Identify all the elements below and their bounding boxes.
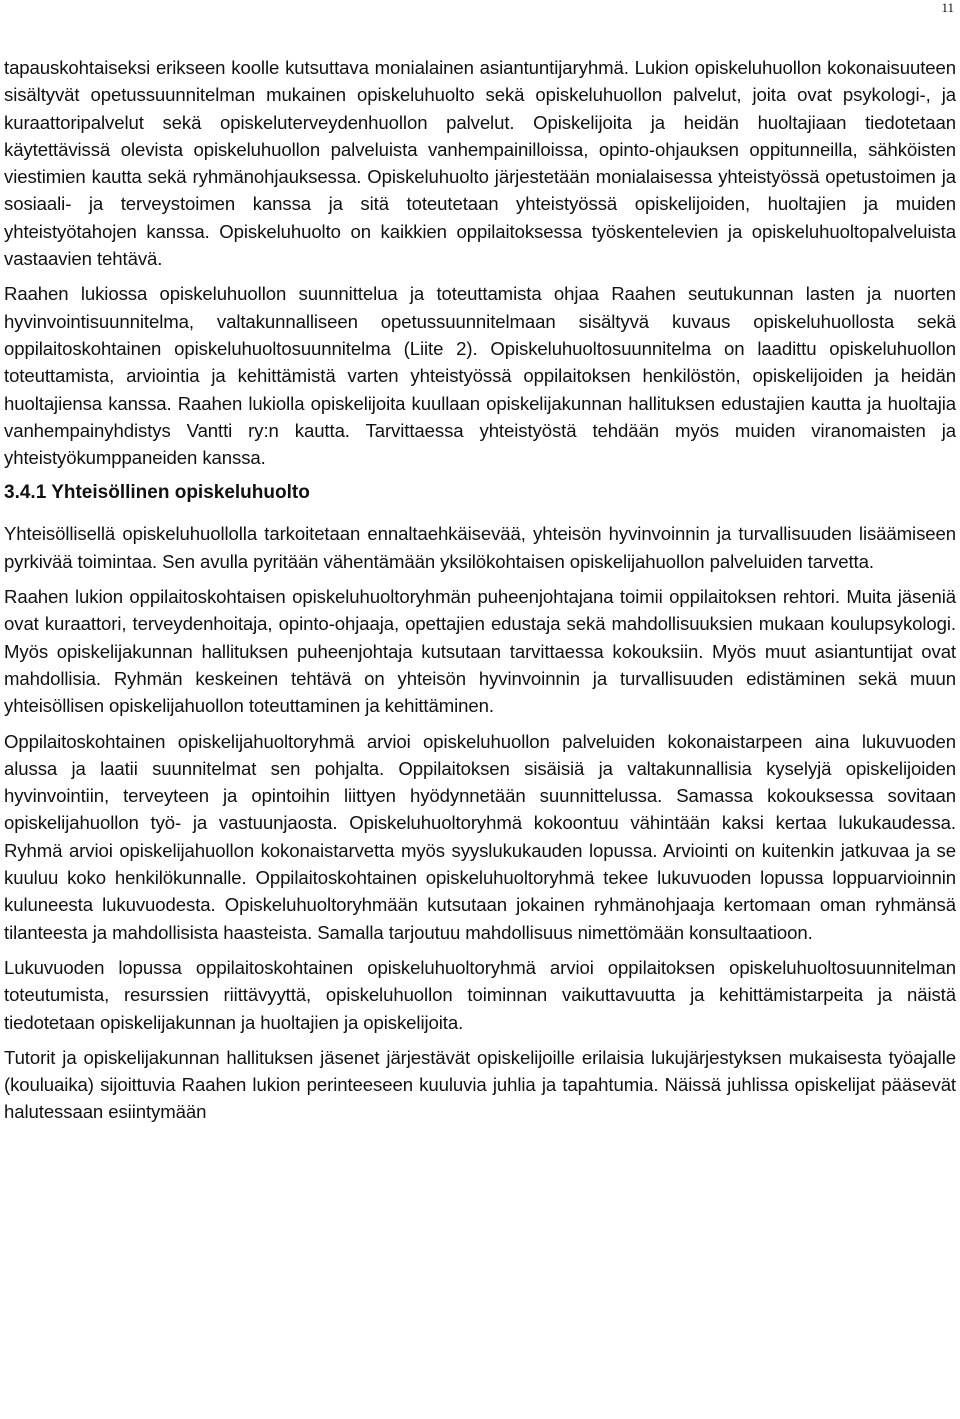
paragraph: tapauskohtaiseksi erikseen koolle kutsuttava monialainen asiantuntijaryhmä. Lukion opiskeluhuollon kokonaisuuteen sisältyvät opetussuunnitelman mukainen opiskeluhuolto sekä opiskeluhuollon palvelut, joita ovat psykologi-, ja kuraattoripalvelut sekä opiskeluterveydenhuollon palvelut. Opiskelijoita ja heidän huoltajiaan tiedotetaan käytettävissä olevista opiskeluhuollon palveluista vanhempainilloissa, opinto-ohjauksen oppitunneilla, sähköisten viestimien kautta sekä ryhmänohjauksessa. Opiskeluhuolto järjestetään monialaisessa yhteistyössä opetustoimen ja sosiaali- ja terveystoimen kanssa ja sitä toteutetaan yhteistyössä opiskelijoiden, huoltajien ja muiden yhteistyötahojen kanssa. Opiskeluhuolto on kaikkien oppilaitoksessa työskentelevien ja opiskeluhuoltopalveluista vastaavien tehtävä.: [4, 57, 956, 270]
paragraph: Oppilaitoskohtainen opiskelijahuoltoryhmä arvioi opiskeluhuollon palveluiden kokonaistarpeen aina lukuvuoden alussa ja laatii suunnitelmat sen pohjalta. Oppilaitoksen sisäisiä ja valtakunnallisia kyselyjä opiskelijoiden hyvinvointiin, terveyteen ja opintoihin liittyen hyödynnetään suunnittelussa. Samassa kokouksessa sovitaan opiskelijahuollon työ- ja vastuunjaosta. Opiskeluhuoltoryhmä kokoontuu vähintään kaksi kertaa lukukaudessa. Ryhmä arvioi opiskelijahuollon kokonaistarvetta myös syyslukukauden lopussa. Arviointi on kuitenkin jatkuvaa ja se kuuluu koko henkilökunnalle. Oppilaitoskohtainen opiskeluhuoltoryhmä tekee lukuvuoden lopussa loppuarvioinnin kuluneesta lukuvuodesta. Opiskeluhuoltoryhmään kutsutaan jokainen ryhmänohjaaja kertomaan oman ryhmänsä tilanteesta ja mahdollisista haasteista. Samalla tarjoutuu mahdollisuus nimettömään konsultaatioon.: [4, 730, 956, 943]
paragraph: Raahen lukion oppilaitoskohtaisen opiskeluhuoltoryhmän puheenjohtajana toimii oppilaitoksen rehtori. Muita jäseniä ovat kuraattori, terveydenhoitaja, opinto-ohjaaja, opettajien edustaja sekä mahdollisuuksien mukaan koulupsykologi. Myös opiskelijakunnan hallituksen puheenjohtaja kutsutaan tarvittaessa kokouksiin. Myös muut asiantuntijat ovat mahdollisia. Ryhmän keskeinen tehtävä on yhteisön hyvinvoinnin ja turvallisuuden edistäminen sekä muun yhteisöllisen opiskelijahuollon toteuttaminen ja kehittäminen.: [4, 586, 956, 717]
paragraph: Tutorit ja opiskelijakunnan hallituksen jäsenet järjestävät opiskelijoille erilaisia lukujärjestyksen mukaisesta työajalle (kouluaika) sijoittuvia Raahen lukion perinteeseen kuuluvia juhlia ja tapahtumia. Näissä juhlissa opiskelijat pääsevät halutessaan esiintymään: [4, 1046, 956, 1123]
paragraph: Lukuvuoden lopussa oppilaitoskohtainen opiskeluhuoltoryhmä arvioi oppilaitoksen opiskeluhuoltosuunnitelman toteutumista, resurssien riittävyyttä, opiskeluhuollon toiminnan vaikuttavuutta ja kehittämistarpeita ja näistä tiedotetaan opiskelijakunnan ja huoltajien ja opiskelijoita.: [4, 956, 956, 1033]
paragraph: Raahen lukiossa opiskeluhuollon suunnittelua ja toteuttamista ohjaa Raahen seutukunnan lasten ja nuorten hyvinvointisuunnitelma, valtakunnalliseen opetussuunnitelmaan sisältyvä kuvaus opiskeluhuollosta sekä oppilaitoskohtainen opiskeluhuoltosuunnitelma (Liite 2). Opiskeluhuoltosuunnitelma on laadittu opiskeluhuollon toteuttamista, arviointia ja kehittämistä varten yhteistyössä oppilaitoksen henkilöstön, opiskelijoiden ja heidän huoltajiensa kanssa. Raahen lukiolla opiskelijoita kuullaan opiskelijakunnan hallituksen edustajien kautta ja huoltajia vanhempainyhdistys Vantti ry:n kautta. Tarvittaessa yhteistyöstä tehdään myös muiden viranomaisten ja yhteistyökumppaneiden kanssa.: [4, 283, 956, 469]
paragraph: Yhteisöllisellä opiskeluhuollolla tarkoitetaan ennaltaehkäisevää, yhteisön hyvinvoinnin ja turvallisuuden lisäämiseen pyrkivää toimintaa. Sen avulla pyritään vähentämään yksilökohtaisen opiskelijahuollon palveluiden tarvetta.: [4, 523, 956, 572]
document-body: [4, 54, 956, 1134]
section-heading: 3.4.1 Yhteisöllinen opiskeluhuolto: [4, 482, 310, 504]
page-number: 11: [941, 0, 954, 15]
